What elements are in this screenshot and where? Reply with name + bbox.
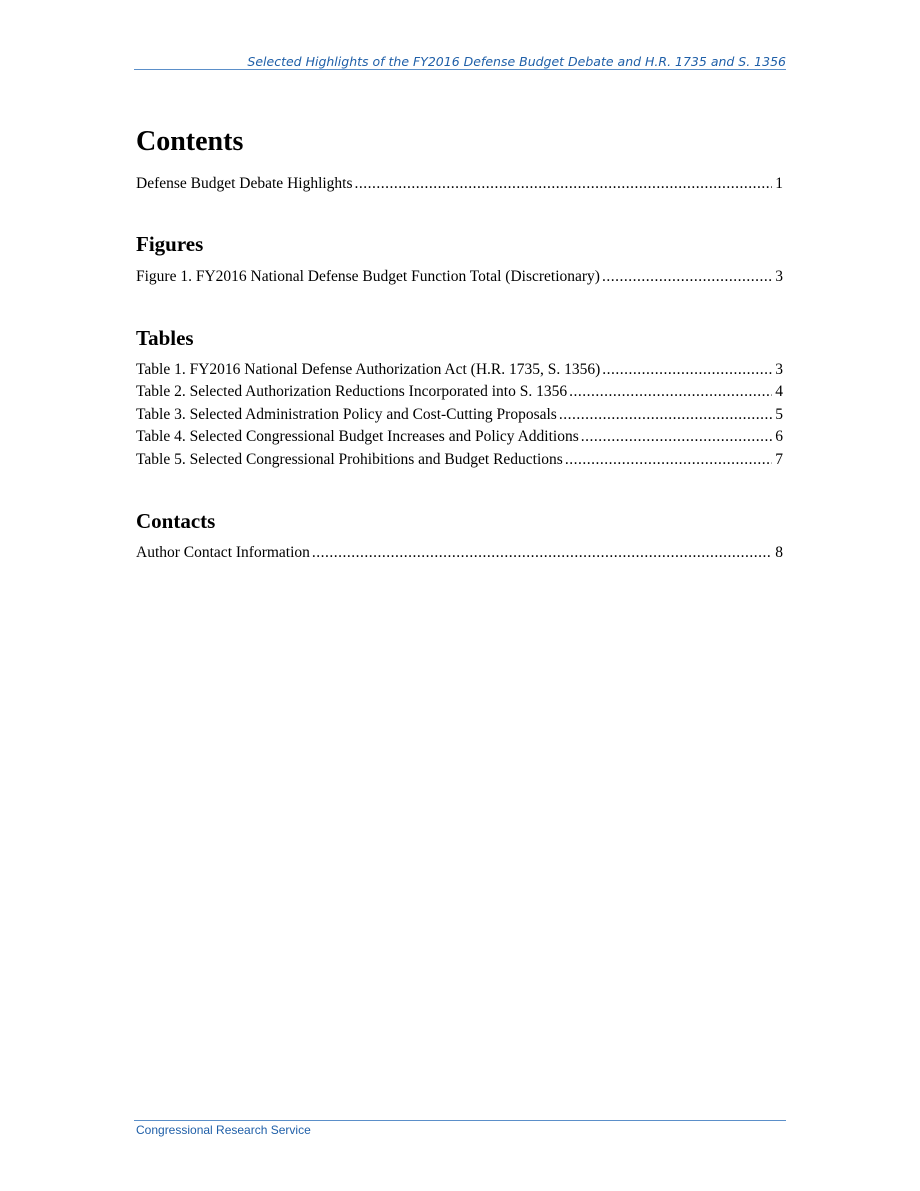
dot-leader — [602, 266, 772, 288]
contacts-list — [136, 542, 783, 564]
toc-entry[interactable] — [136, 426, 783, 448]
toc-entry-page[interactable]: 7 — [775, 450, 783, 468]
toc-entry-page[interactable]: 3 — [775, 361, 783, 378]
toc-entry-text[interactable]: Table 4. Selected Congressional Budget Increases and Policy Additions — [136, 428, 579, 446]
toc-entry[interactable] — [136, 173, 783, 195]
toc-entry-text[interactable]: Defense Budget Debate Highlights — [136, 175, 353, 192]
dot-leader — [565, 449, 772, 471]
toc-entry-page[interactable]: 6 — [775, 428, 783, 446]
toc-entry[interactable] — [136, 404, 783, 426]
toc-entry-text[interactable]: Table 5. Selected Congressional Prohibitions and Budget Reductions — [136, 450, 563, 468]
toc-entry-page[interactable]: 1 — [775, 175, 783, 192]
footer-organization: Congressional Research Service — [136, 1123, 311, 1137]
toc-entry-text[interactable]: Figure 1. FY2016 National Defense Budget Function Total (Discretionary) — [136, 268, 600, 285]
figures-heading: Figures — [136, 232, 204, 256]
header-divider — [134, 69, 786, 70]
toc-entry-text[interactable]: Table 3. Selected Administration Policy and Cost-Cutting Proposals — [136, 405, 557, 423]
toc-entry[interactable] — [136, 359, 783, 381]
dot-leader — [602, 359, 772, 381]
toc-entry-text[interactable]: Author Contact Information — [136, 544, 310, 561]
dot-leader — [581, 426, 773, 448]
figures-list — [136, 266, 783, 288]
dot-leader — [312, 542, 772, 564]
running-header-title: Selected Highlights of the FY2016 Defense Budget Debate and H.R. 1735 and S. 1356 — [247, 54, 786, 69]
tables-list — [136, 359, 783, 471]
dot-leader — [559, 404, 772, 426]
toc-entry[interactable] — [136, 449, 783, 471]
contents-heading: Contents — [136, 126, 244, 157]
tables-heading: Tables — [136, 326, 194, 350]
toc-entry-page[interactable]: 8 — [775, 544, 783, 561]
toc-entry[interactable] — [136, 381, 783, 403]
toc-entry-page[interactable]: 4 — [775, 383, 783, 401]
footer-divider — [134, 1120, 786, 1121]
toc-entry-page[interactable]: 5 — [775, 405, 783, 423]
toc-entry-page[interactable]: 3 — [775, 268, 783, 285]
toc-entry[interactable] — [136, 266, 783, 288]
contacts-heading: Contacts — [136, 509, 216, 533]
dot-leader — [355, 173, 773, 195]
toc-entry[interactable] — [136, 542, 783, 564]
toc-entry-text[interactable]: Table 2. Selected Authorization Reductions Incorporated into S. 1356 — [136, 383, 568, 401]
toc-entry-text[interactable]: Table 1. FY2016 National Defense Authorization Act (H.R. 1735, S. 1356) — [136, 361, 601, 378]
contents-list — [136, 173, 783, 195]
dot-leader — [569, 381, 772, 403]
